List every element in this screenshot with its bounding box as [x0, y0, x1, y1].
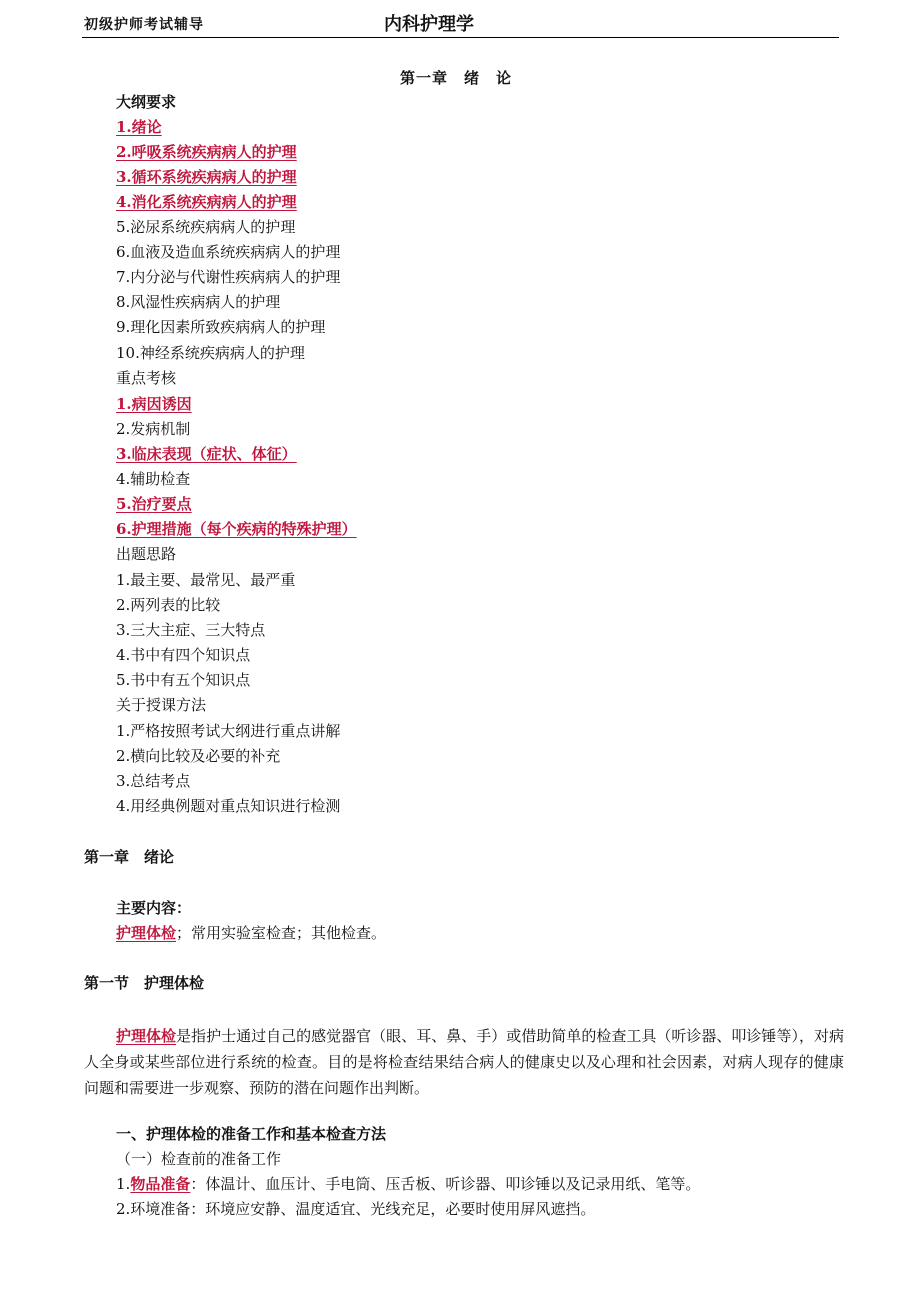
key-point-item: 5.治疗要点: [116, 495, 192, 513]
teaching-item: 3.总结考点: [116, 772, 191, 790]
teaching-item: 4.用经典例题对重点知识进行检测: [116, 797, 341, 815]
section1-highlight: 护理体检: [116, 1027, 177, 1045]
key-point-item: 1.病因诱因: [116, 395, 192, 413]
question-idea-item: 4.书中有四个知识点: [116, 646, 251, 664]
main-content-label: 主要内容：: [116, 899, 192, 917]
outline-item: 10.神经系统疾病病人的护理: [116, 344, 305, 362]
outline-item: 8.风湿性疾病病人的护理: [116, 293, 281, 311]
outline-item: 4.消化系统疾病病人的护理: [116, 193, 297, 211]
main-content-rest: ；常用实验室检查；其他检查。: [176, 924, 387, 942]
outline-item: 5.泌尿系统疾病病人的护理: [116, 218, 296, 236]
prep-item-highlight: 物品准备: [130, 1175, 191, 1193]
outline-item: 9.理化因素所致疾病病人的护理: [116, 318, 326, 336]
header-subject-title: 内科护理学: [384, 14, 474, 35]
teaching-item: 2.横向比较及必要的补充: [116, 747, 281, 765]
prep-item-supplies: [116, 1174, 700, 1194]
key-points-title: 重点考核: [116, 369, 177, 387]
question-idea-item: 2.两列表的比较: [116, 596, 221, 614]
section1-paragraph: [84, 1023, 844, 1101]
key-point-item: 6.护理措施（每个疾病的特殊护理）: [116, 520, 357, 538]
outline-item: 7.内分泌与代谢性疾病病人的护理: [116, 268, 341, 286]
prep-item-prefix: 1.: [116, 1175, 131, 1193]
main-content-highlight: 护理体检: [116, 924, 177, 942]
header-divider: [82, 37, 839, 38]
teaching-item: 1.严格按照考试大纲进行重点讲解: [116, 722, 341, 740]
question-idea-item: 1.最主要、最常见、最严重: [116, 571, 296, 589]
chapter1-title: 第一章 绪论: [84, 848, 175, 866]
subsection1-title: 一、护理体检的准备工作和基本检查方法: [116, 1125, 387, 1143]
chapter-heading: 第一章 绪 论: [400, 69, 513, 87]
key-point-item: 4.辅助检查: [116, 470, 191, 488]
outline-item: 2.呼吸系统疾病病人的护理: [116, 143, 297, 161]
key-point-item: 3.临床表现（症状、体征）: [116, 445, 297, 463]
subsection1-subtitle: （一）检查前的准备工作: [116, 1150, 282, 1168]
question-idea-item: 3.三大主症、三大特点: [116, 621, 266, 639]
section1-paragraph-rest: 是指护士通过自己的感觉器官（眼、耳、鼻、手）或借助简单的检查工具（听诊器、叩诊锤等），对病人全身或某些部位进行系统的检查。目的是将检查结果结合病人的健康史以及心理和社会因素，对病人现存的健康问题和需要进一步观察、预防的潜在问题作出判断。: [84, 1027, 844, 1097]
outline-title: 大纲要求: [116, 93, 177, 111]
main-content-line: [116, 923, 386, 943]
section1-title: 第一节 护理体检: [84, 974, 205, 992]
header-course-name: 初级护师考试辅导: [84, 17, 204, 33]
question-ideas-title: 出题思路: [116, 545, 177, 563]
prep-item-environment: 2.环境准备：环境应安静、温度适宜、光线充足，必要时使用屏风遮挡。: [116, 1200, 596, 1218]
teaching-title: 关于授课方法: [116, 696, 207, 714]
key-point-item: 2.发病机制: [116, 420, 191, 438]
outline-item: 3.循环系统疾病病人的护理: [116, 168, 297, 186]
outline-item: 1.绪论: [116, 118, 162, 136]
outline-item: 6.血液及造血系统疾病病人的护理: [116, 243, 341, 261]
prep-item-rest: ：体温计、血压计、手电筒、压舌板、听诊器、叩诊锤以及记录用纸、笔等。: [190, 1175, 701, 1193]
question-idea-item: 5.书中有五个知识点: [116, 671, 251, 689]
